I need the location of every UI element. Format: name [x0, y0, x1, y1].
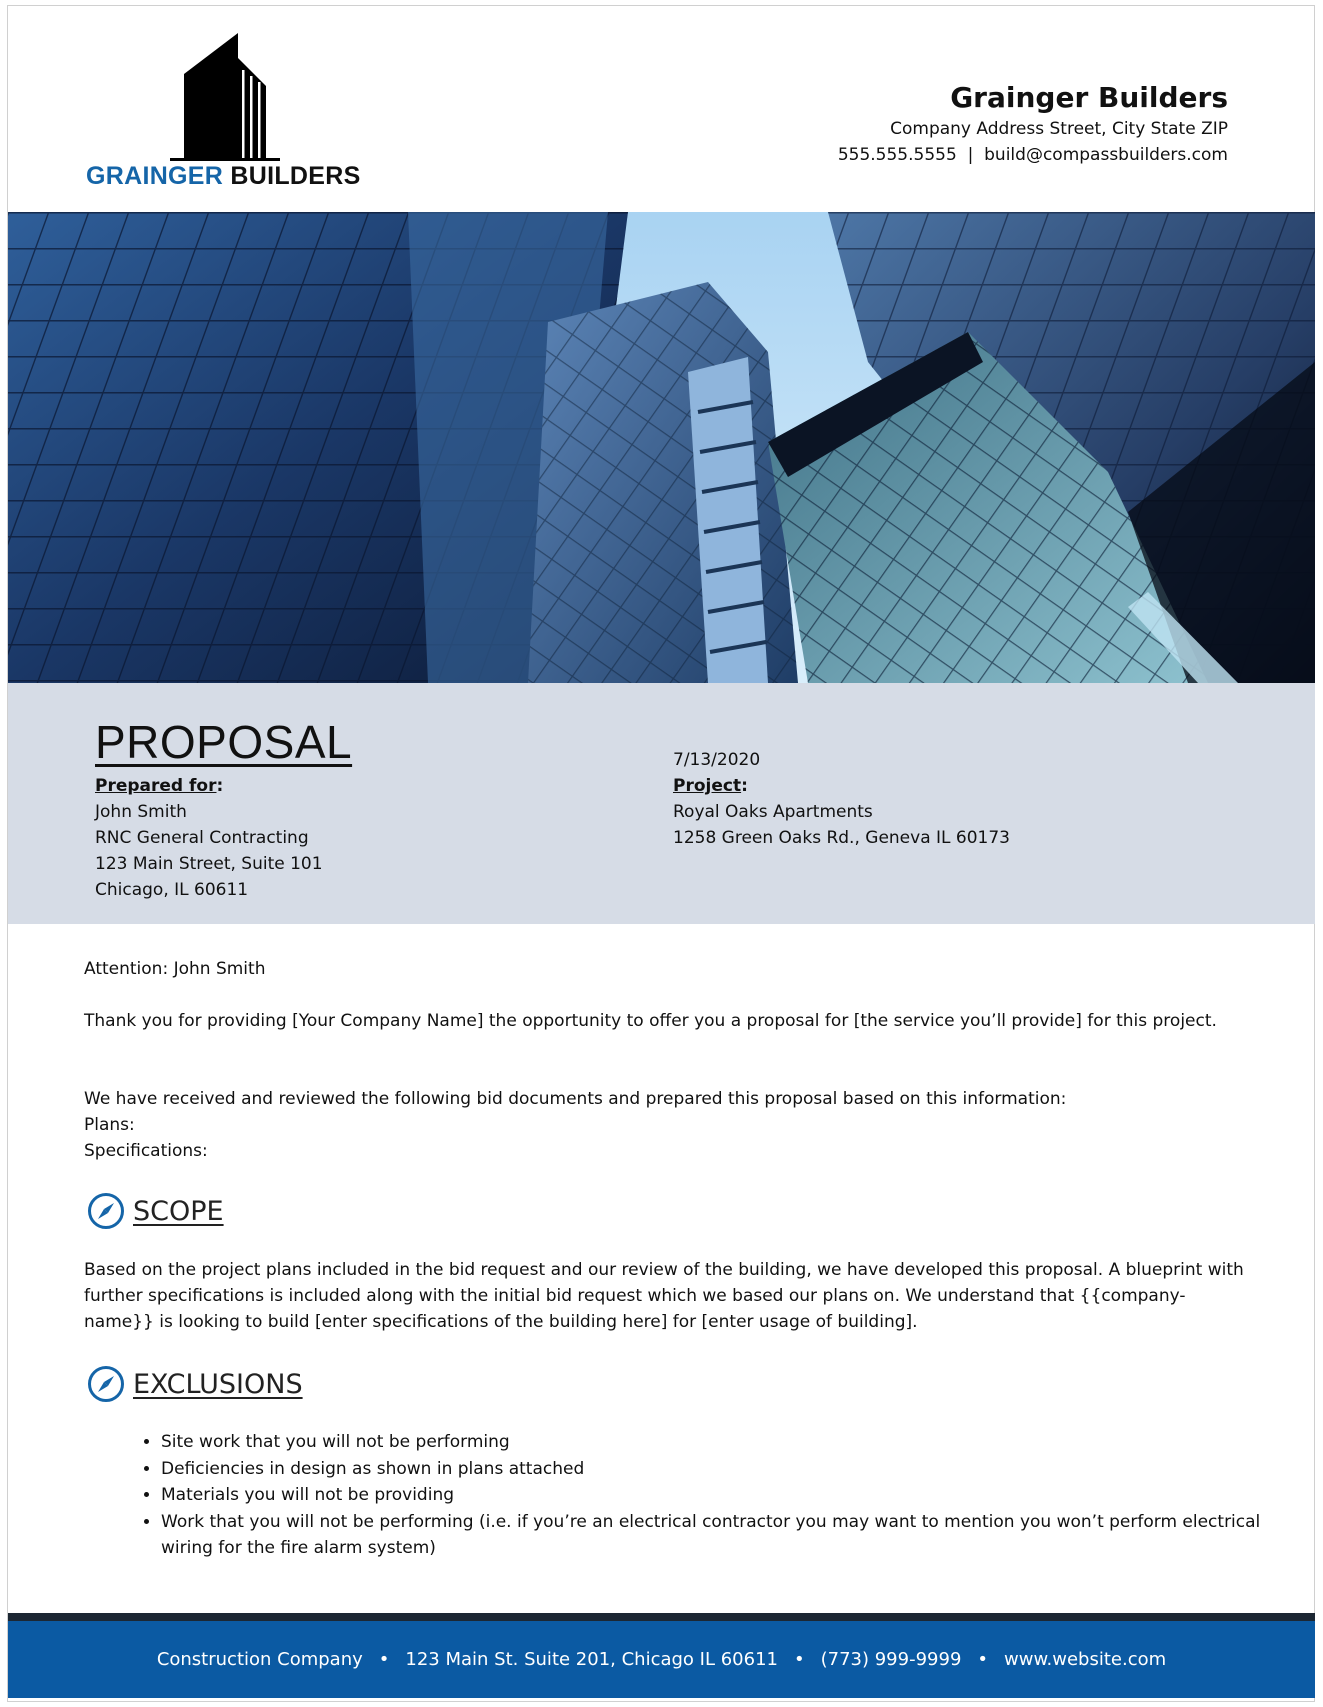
logo-word-grainger: GRAINGER [86, 162, 224, 190]
compass-icon [87, 1365, 125, 1403]
project-address: 1258 Green Oaks Rd., Geneva IL 60173 [673, 828, 1010, 848]
scope-heading [87, 1192, 224, 1230]
proposal-title: PROPOSAL [95, 716, 353, 768]
project-name: Royal Oaks Apartments [673, 802, 873, 822]
list-item: • Site work that you will not be performing [161, 1429, 1311, 1456]
exclusions-heading [87, 1365, 303, 1403]
footer-address: 123 Main St. Suite 201, Chicago IL 60611 [405, 1649, 778, 1670]
compass-icon [87, 1192, 125, 1230]
prepared-for-company: RNC General Contracting [95, 828, 309, 848]
exclusions-title: EXCLUSIONS [133, 1368, 303, 1400]
thanks-paragraph: Thank you for providing [Your Company Name] the opportunity to offer you a proposal for [the service you’ll provide] for this project. [84, 1011, 1217, 1031]
plans-label: Plans: [84, 1115, 135, 1135]
project-label: Project: [673, 776, 748, 796]
company-name: Grainger Builders [950, 81, 1228, 114]
footer-separator: • [793, 1649, 805, 1670]
company-contact: 555.555.5555 | build@compassbuilders.com [837, 145, 1228, 165]
prepared-for-label: Prepared for: [95, 776, 224, 796]
footer-bar [8, 1621, 1315, 1698]
list-item: • Materials you will not be providing [161, 1482, 1311, 1509]
prepared-for-name: John Smith [95, 802, 187, 822]
logo-wordmark [86, 162, 361, 191]
attention-line: Attention: John Smith [84, 959, 266, 979]
proposal-date: 7/13/2020 [673, 750, 761, 770]
company-address: Company Address Street, City State ZIP [890, 119, 1228, 139]
received-line: We have received and reviewed the following bid documents and prepared this proposal based on this information: [84, 1089, 1067, 1109]
project-block [673, 747, 1010, 851]
footer-phone: (773) 999-9999 [820, 1649, 962, 1670]
footer-separator: • [378, 1649, 390, 1670]
prepared-for-street: 123 Main Street, Suite 101 [95, 854, 323, 874]
company-contact-block [838, 80, 1228, 168]
received-paragraph [84, 1086, 1244, 1164]
footer-website[interactable]: www.website.com [1004, 1649, 1167, 1670]
footer-divider [8, 1613, 1315, 1621]
scope-paragraph: Based on the project plans included in the bid request and our review of the building, we have developed this proposal. A blueprint with further specifications is included along with the initial bid request which we based our plans on. We understand that {{company-name}} is looking to build [enter specifications of the building here] for [enter usage of building]. [84, 1260, 1244, 1332]
footer-separator: • [977, 1649, 989, 1670]
exclusions-list [84, 1429, 1311, 1562]
list-item: • Deficiencies in design as shown in plans attached [161, 1456, 1311, 1483]
prepared-for-block [95, 773, 323, 903]
hero-building-image [8, 212, 1315, 683]
prepared-for-city: Chicago, IL 60611 [95, 880, 249, 900]
specifications-label: Specifications: [84, 1141, 208, 1161]
footer-company: Construction Company [156, 1649, 363, 1670]
logo-word-builders: BUILDERS [230, 162, 361, 190]
scope-title: SCOPE [133, 1195, 224, 1227]
list-item: • Work that you will not be performing (i.e. if you’re an electrical contractor you may want to mention you won’t perform electrical wiring for the fire alarm system) [161, 1509, 1311, 1562]
